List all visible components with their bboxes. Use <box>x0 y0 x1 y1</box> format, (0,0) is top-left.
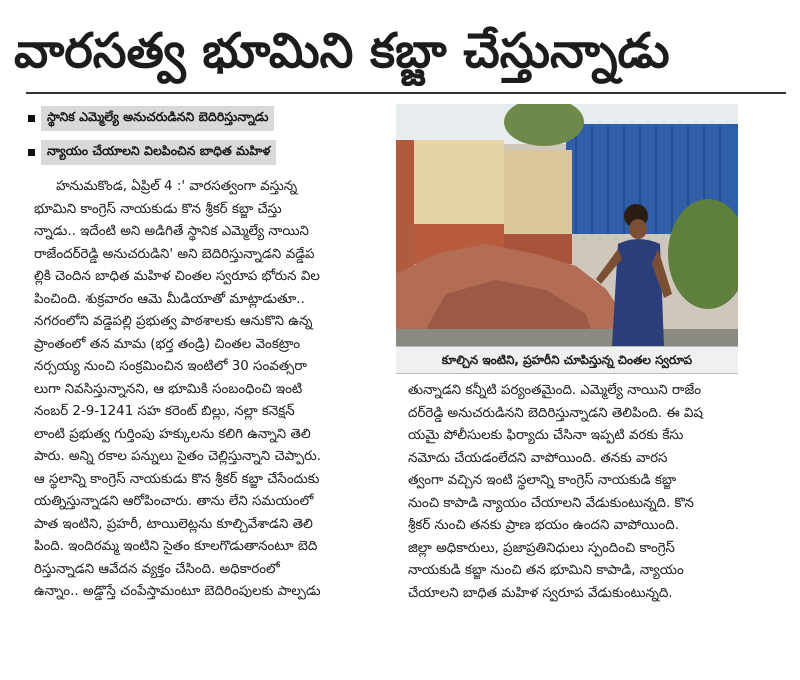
article-line: హనుమకొండ, ఏప్రిల్ 4 :' వారసత్వంగా వస్తున్న <box>56 179 298 194</box>
bullet-icon <box>28 149 35 156</box>
article-line: భూమిని కాంగ్రెస్ నాయకుడు కొన శ్రీకర్ కబ్జా చేస్తు <box>34 201 282 217</box>
article-line: పించింది. శుక్రవారం ఆమె మీడియాతో మాట్లాడుతూ.. <box>34 291 305 307</box>
article-line: నుంచి కాపాడి న్యాయం చేయాలని వేడుకుంటున్నది. కొన <box>408 495 694 511</box>
bullet-icon <box>28 115 35 122</box>
article-line: రాజేందర్‌రెడ్డి అనుచరుడిని' అని బెదిరిస్తున్నాడని వడ్డేప <box>34 246 315 262</box>
subhead-text: న్యాయం చేయాలని విలపించిన బాధిత మహిళ <box>41 140 276 165</box>
article-line: న్నాడు.. ఇదేంటి అని అడిగితే స్థానిక ఎమ్మెల్యే నాయిని <box>34 224 309 239</box>
article-line: ఉన్నాం.. అడ్డొస్తే చంపేస్తామంటూ బెదిరింపులకు పాల్పడు <box>34 584 321 599</box>
subhead-2 <box>26 140 386 164</box>
article-line: నంబర్ 2-9-1241 సహ కరెంట్ బిల్లు, నల్లా కనెక్షన్ <box>34 404 295 419</box>
article-left-column <box>34 176 386 604</box>
article-line: తున్నాడని కన్నీటి పర్యంతమైంది. ఎమ్మెల్యే నాయిని రాజేం <box>408 383 702 398</box>
article-line: లుగా నివసిస్తున్నానని, ఆ భూమికి సంబంధించి ఇంటి <box>34 381 303 397</box>
article-line: త్వంగా వచ్చిన ఇంటి స్థలాన్ని కాంగ్రెస్ నాయకుడి కబ్జా <box>408 473 677 488</box>
article-line: పారు. అన్ని రకాల పన్నులు సైతం చెల్లిస్తున్నాని చెప్పారు. <box>34 449 321 464</box>
article-line: రిస్తున్నాడని ఆవేదన వ్యక్తం చేసింది. అధికారంలో <box>34 561 280 577</box>
headline-rule <box>26 92 786 94</box>
article-line: దర్‌రెడ్డి అనుచరుడినని బెదిరిస్తున్నాడని తెలిపింది. ఈ విష <box>408 405 703 421</box>
subhead-text: స్థానిక ఎమ్మెల్యే అనుచరుడినని బెదిరిస్తున్నాడు <box>41 106 274 131</box>
article-line: ప్రాంతంలో తన మామ (భర్త తండ్రి) చింతల వెంకట్రాం <box>34 336 301 352</box>
article-line: యత్నిస్తున్నాడని ఆరోపించారు. తాను లేని సమయంలో <box>34 494 314 509</box>
article-right-column <box>408 380 748 605</box>
article-line: యమై పోలీసులకు ఫిర్యాదు చేసినా ఇప్పటి వరకు కేసు <box>408 428 684 443</box>
news-photo <box>396 104 738 346</box>
headline: వారసత్వ భూమిని కబ్జా చేస్తున్నాడు <box>14 23 670 79</box>
subheads <box>26 106 386 174</box>
photo-demolished-house-icon <box>396 104 738 346</box>
article-line: ల్లికి చెందిన బాధిత మహిళ చింతల స్వరూప భోరున విల <box>34 269 320 284</box>
article-line: ఆ స్థలాన్ని కాంగ్రెస్ నాయకుడు కొన శ్రీకర్ కబ్జా చేసేందుకు <box>34 471 320 487</box>
subhead-1 <box>26 106 386 130</box>
article-line: చేయాలని బాధిత మహిళ స్వరూప వేడుకుంటున్నది. <box>408 585 673 601</box>
article-line: నర్సయ్య నుంచి సంక్రమించిన ఇంటిలో 30 సంవత్సరా <box>34 359 307 374</box>
article-line: నగరంలోని వడ్డెపల్లి ప్రభుత్వ పాఠశాలకు ఆనుకొని ఉన్న <box>34 314 313 329</box>
article-line: పాత ఇంటిని, ప్రహరీ, టాయిలెట్లను కూల్చివేశాడని తెలి <box>34 516 313 532</box>
article-line: పింది. ఇందిరమ్మ ఇంటిని సైతం కూలగొడుతానంటూ బెది <box>34 539 318 554</box>
article-line: నాయకుడి కబ్జా నుంచి తన భూమిని కాపాడి, న్యాయం <box>408 563 684 578</box>
photo-caption: కూల్చిన ఇంటిని, ప్రహరీని చూపిస్తున్న చింతల స్వరూప <box>396 346 738 374</box>
article-line: జిల్లా అధికారులు, ప్రజాప్రతినిధులు స్పందించి కాంగ్రెస్ <box>408 540 675 556</box>
article-line: నమోదు చేయడంలేదని వాపోయింది. తనకు వారస <box>408 450 668 466</box>
article-line: శ్రీకర్ నుంచి తనకు ప్రాణ భయం ఉందని వాపోయింది. <box>408 518 679 533</box>
article-line: లాంటి ప్రభుత్వ గుర్తింపు హక్కులను కలిగి ఉన్నాని తెలి <box>34 426 311 442</box>
